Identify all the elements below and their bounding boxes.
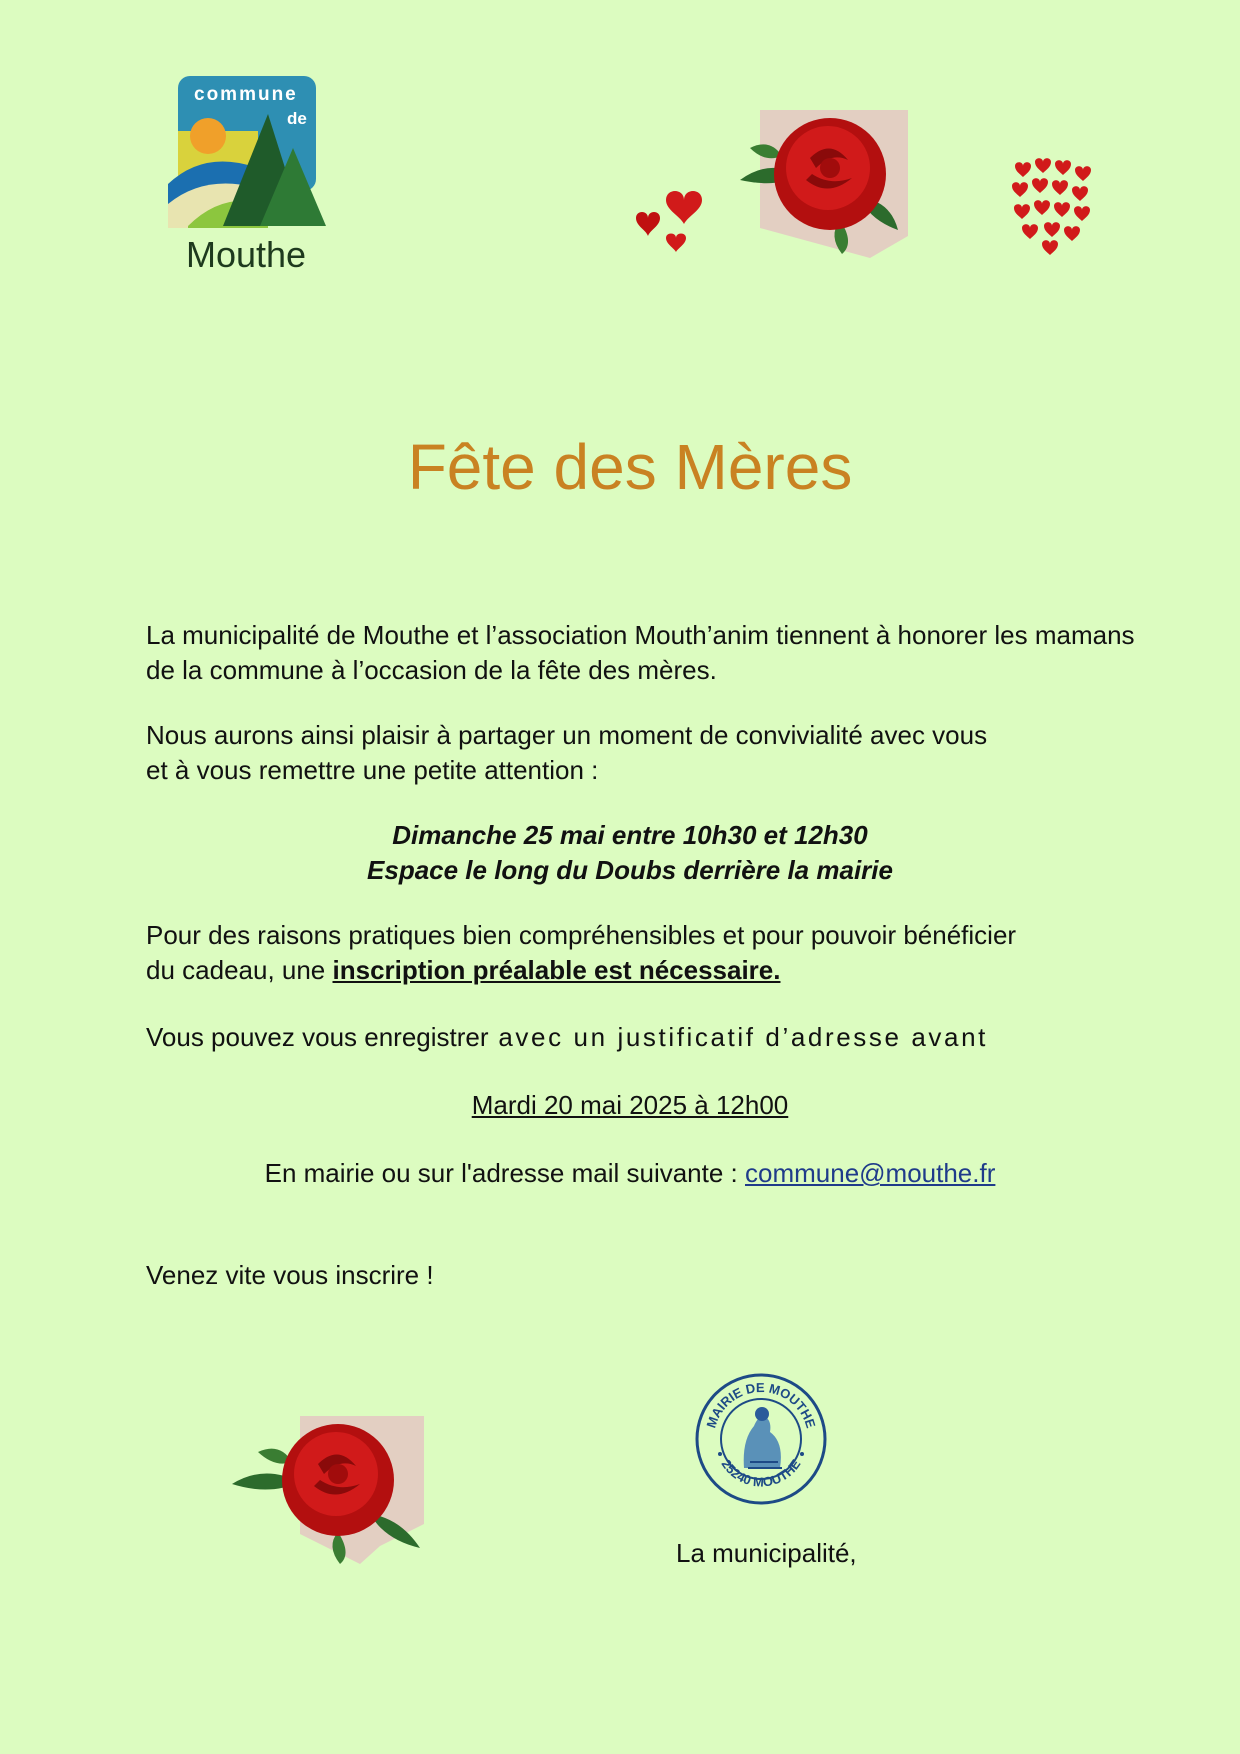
hearts-icon (632, 186, 712, 266)
email-link[interactable]: commune@mouthe.fr (745, 1158, 996, 1188)
contact-text: En mairie ou sur l'adresse mail suivante : (264, 1158, 745, 1188)
register-instruction (146, 1020, 1136, 1055)
heart-cluster-icon (1008, 156, 1098, 256)
invitation-line-2: et à vous remettre une petite attention : (146, 755, 599, 785)
registration-paragraph (146, 918, 1136, 988)
invitation-line-1: Nous aurons ainsi plaisir à partager un moment de convivialité avec vous (146, 720, 988, 750)
event-place: Espace le long du Doubs derrière la mairie (367, 855, 893, 885)
logo-commune-label: commune (194, 84, 298, 105)
bottom-rose-icon (230, 1414, 430, 1564)
seal-top-text: MAIRIE DE MOUTHE (703, 1379, 819, 1430)
seal-text (692, 1370, 830, 1508)
invitation-paragraph (146, 718, 1136, 788)
signature: La municipalité, (676, 1538, 857, 1568)
register-instruction-start: Vous pouvez vous enregistrer (146, 1022, 489, 1052)
deadline-container (0, 1088, 1240, 1123)
registration-line-2: du cadeau, une (146, 955, 333, 985)
logo-de-label: de (287, 109, 307, 128)
registration-deadline: Mardi 20 mai 2025 à 12h00 (471, 1090, 789, 1120)
logo-town-name: Mouthe (186, 234, 307, 275)
event-date-time: Dimanche 25 mai entre 10h30 et 12h30 (392, 820, 868, 850)
registration-line-1: Pour des raisons pratiques bien compréhensibles et pour pouvoir bénéficier (146, 920, 1017, 950)
call-to-action: Venez vite vous inscrire ! (146, 1260, 434, 1290)
seal-bottom-text: 25240 MOUTHE (718, 1456, 804, 1490)
page-title: Fête des Mères (407, 431, 853, 503)
registration-required-emphasis: inscription préalable est nécessaire. (332, 955, 781, 985)
contact-line (0, 1156, 1240, 1191)
register-instruction-end: avec un justificatif d’adresse avant (488, 1022, 988, 1052)
rose-icon (720, 108, 910, 258)
commune-logo (168, 76, 336, 276)
intro-paragraph: La municipalité de Mouthe et l’association Mouth’anim tiennent à honorer les mamans de la commune à l’occasion de la fête des mères. (146, 620, 1135, 685)
